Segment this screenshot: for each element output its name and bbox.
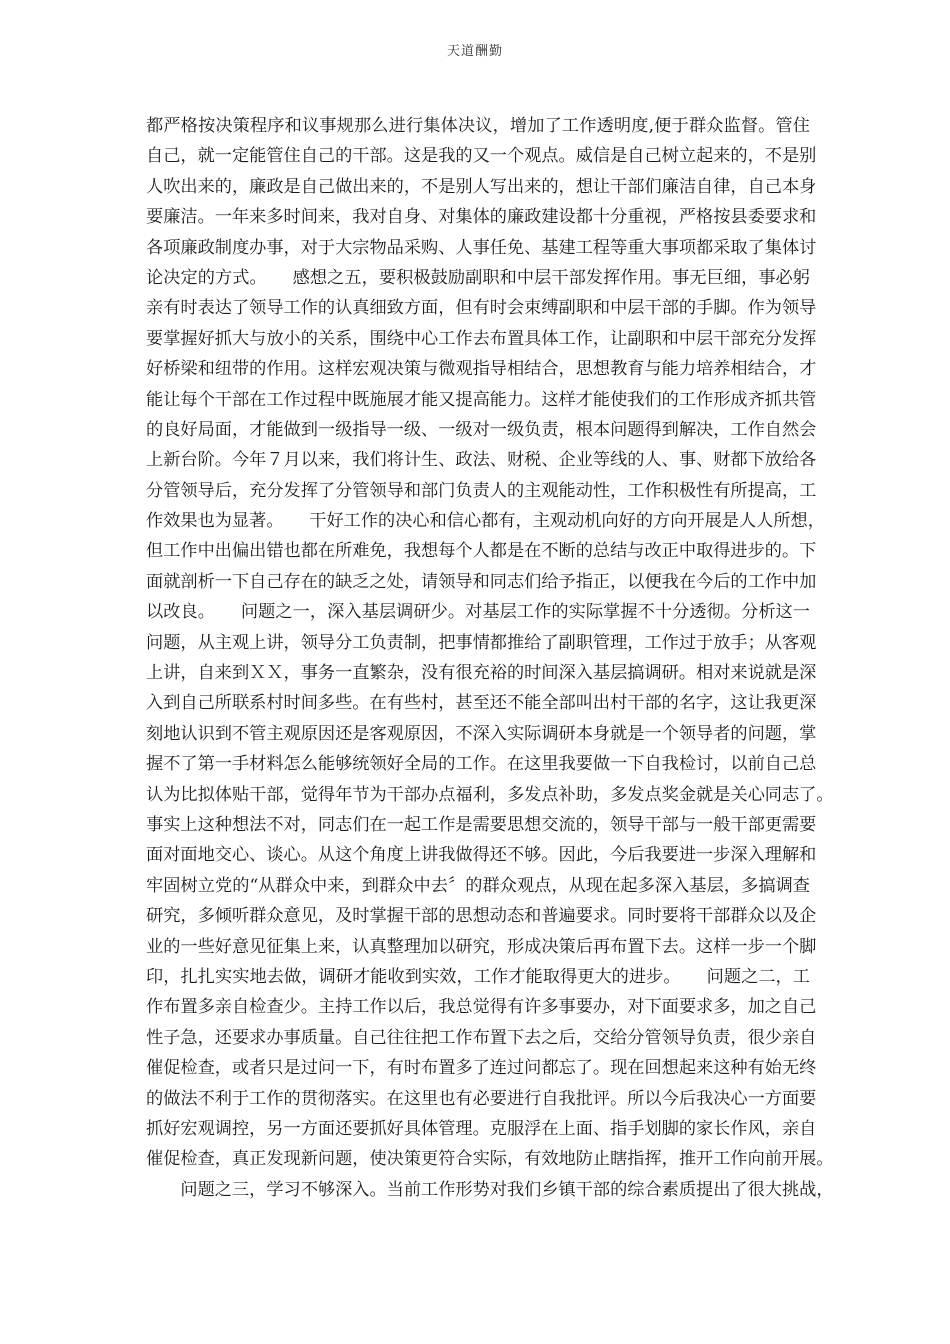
paragraph-line: 面对面地交心、谈心。从这个角度上讲我做得还不够。因此，今后我要进一步深入理解和 — [146, 845, 817, 866]
paragraph-line: 研究，多倾听群众意见，及时掌握干部的思想动态和普遍要求。同时要将干部群众以及企 — [146, 906, 817, 927]
paragraph-line: 面就剖析一下自己存在的缺乏之处，请领导和同志们给予指正，以便我在今后的工作中加 — [146, 571, 817, 592]
paragraph-line: 牢固树立党的“从群众中来，到群众中去〞的群众观点，从现在起多深入基层，多搞调查 — [146, 875, 810, 896]
paragraph-line: 催促检查，或者只是过问一下，有时布置多了连过问都忘了。现在回想起来这种有始无终 — [146, 1058, 817, 1079]
paragraph-line: 都严格按决策程序和议事规那么进行集体决议，增加了工作透明度,便于群众监督。管住 — [146, 116, 810, 136]
paragraph-line: 作布置多亲自检查少。主持工作以后，我总觉得有许多事要办，对下面要求多，加之自己 — [146, 997, 817, 1018]
paragraph-line: 的做法不利于工作的贯彻落实。在这里也有必要进行自我批评。所以今后我决心一方面要 — [146, 1088, 817, 1109]
paragraph-line: 问题，从主观上讲，领导分工负责制，把事情都推给了副职管理，工作过于放手；从客观 — [146, 632, 817, 653]
paragraph-line: 事实上这种想法不对，同志们在一起工作是需要思想交流的，领导干部与一般干部更需要 — [146, 814, 817, 835]
paragraph-line: 能让每个干部在工作过程中既施展才能又提高能力。这样才能使我们的工作形成齐抓共管 — [146, 389, 817, 410]
paragraph-line: 各项廉政制度办事，对于大宗物品采购、人事任免、基建工程等重大事项都采取了集体讨 — [146, 237, 817, 258]
paragraph-line: 但工作中出偏出错也都在所难免，我想每个人都是在不断的总结与改正中取得进步的。下 — [146, 541, 817, 562]
paragraph-line: 分管领导后，充分发挥了分管领导和部门负责人的主观能动性，工作积极性有所提高，工 — [146, 480, 817, 501]
paragraph-line: 上新台阶。今年７月以来，我们将计生、政法、财税、企业等线的人、事、财都下放给各 — [146, 450, 817, 471]
paragraph-line: 论决定的方式。 感想之五，要积极鼓励副职和中层干部发挥作用。事无巨细，事必躬 — [146, 267, 810, 288]
paragraph-line: 亲有时表达了领导工作的认真细致方面，但有时会束缚副职和中层干部的手脚。作为领导 — [146, 298, 817, 319]
paragraph-line: 性子急，还要求办事质量。自己往往把工作布置下去之后，交给分管领导负责，很少亲自 — [146, 1027, 817, 1048]
paragraph-line: 认为比拟体贴干部，觉得年节为干部办点福利，多发点补助，多发点奖金就是关心同志了。 — [146, 784, 834, 805]
paragraph-line: 作效果也为显著。 干好工作的决心和信心都有，主观动机向好的方向开展是人人所想， — [146, 511, 825, 532]
paragraph-line: 好桥梁和纽带的作用。这样宏观决策与微观指导相结合，思想教育与能力培养相结合，才 — [146, 359, 817, 380]
document-body — [146, 111, 834, 1205]
paragraph-line: 握不了第一手材料怎么能够统领好全局的工作。在这里我要做一下自我检讨，以前自己总 — [146, 754, 817, 775]
paragraph-line: 要掌握好抓大与放小的关系，围绕中心工作去布置具体工作，让副职和中层干部充分发挥 — [146, 328, 817, 349]
paragraph-line: 人吹出来的，廉政是自己做出来的，不是别人写出来的，想让干部们廉洁自律，自己本身 — [146, 176, 817, 197]
paragraph-line: 催促检查，真正发现新问题，使决策更符合实际，有效地防止瞎指挥，推开工作向前开展。 — [146, 1149, 834, 1170]
paragraph-line: 刻地认识到不管主观原因还是客观原因，不深入实际调研本身就是一个领导者的问题，掌 — [146, 723, 817, 744]
paragraph-line: 业的一些好意见征集上来，认真整理加以研究，形成决策后再布置下去。这样一步一个脚 — [146, 936, 817, 957]
paragraph-line: 要廉洁。一年来多时间来，我对自身、对集体的廉政建设都十分重视，严格按县委要求和 — [146, 207, 817, 228]
paragraph-line: 以改良。 问题之一，深入基层调研少。对基层工作的实际掌握不十分透彻。分析这一 — [146, 602, 810, 623]
paragraph-line: 入到自己所联系村时间多些。在有些村，甚至还不能全部叫出村干部的名字，这让我更深 — [146, 693, 817, 714]
paragraph-line: 上讲，自来到ＸＸ，事务一直繁杂，没有很充裕的时间深入基层搞调研。相对来说就是深 — [146, 663, 817, 684]
paragraph-line: 印，扎扎实实地去做，调研才能收到实效，工作才能取得更大的进步。 问题之二，工 — [146, 966, 810, 987]
paragraph-line: 的良好局面，才能做到一级指导一级、一级对一级负责，根本问题得到解决，工作自然会 — [146, 419, 817, 440]
paragraph-line: 抓好宏观调控，另一方面还要抓好具体管理。克服浮在上面、指手划脚的家长作风，亲自 — [146, 1118, 817, 1139]
paragraph-line: 问题之三，学习不够深入。当前工作形势对我们乡镇干部的综合素质提出了很大挑战， — [146, 1179, 834, 1200]
paragraph-line: 自己，就一定能管住自己的干部。这是我的又一个观点。威信是自己树立起来的，不是别 — [146, 146, 817, 167]
page-header: 天道酬勤 — [446, 44, 503, 59]
